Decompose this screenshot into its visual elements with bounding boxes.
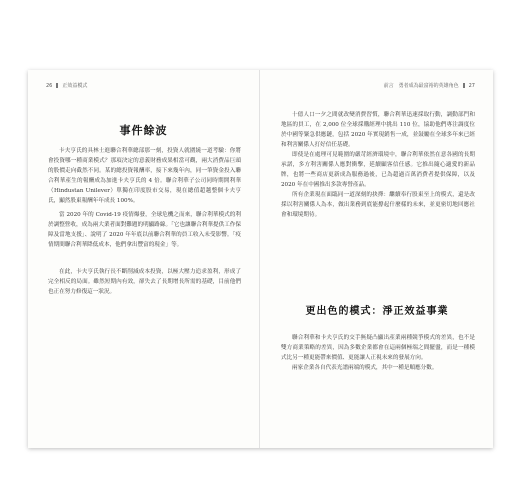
left-paragraph: 卡夫亨氏的具林士進聯合利華總部那一刻，投資人就圍繞一道考驗：你將會投資哪一種商業模式？那項決定的意義財務成果相當可觀，兩大消費品巨頭的股價走向截然不同。某的總投資報酬率，接下來幾年內，同一筆資金投入聯合利華產生的報酬成為加進卡夫亨氏的 4 倍。聯合利華子公司同時期開利華（Hindustan Unilever）單獨在印度股市交易，現在總值超越整個卡夫亨氏，顯然股東報酬年年成長 100%。 [48,148,241,204]
right-paragraph: 兩家企業各自代表光譜兩端的模式，其中一種是順應分數。 [292,365,438,371]
left-paragraph: 在此，卡夫亨氏執行長不斷削減成本投資，以極大壓力追求盈利，形成了完全相反的局面。雖然短期內有效，卻失去了長期增長所需的基礎，目前他們也正在努力修復這一狀況。 [48,269,241,295]
right-paragraph: 十億人口一夕之間就改變消費習慣，聯合利華迅速採取行動，調動部門和地區的員工，在 2,000 位全球採購經理中挑出 110 位，協助他們專注調度位於中國等緊急供應鏈，包括 2020 年實現銷售一成，並鼓勵在全球多年來已經和利害關係人打好信任基礎。 [281,112,475,148]
book-spread [28,70,493,448]
left-paragraph-2-block [48,210,241,250]
left-paragraph-1-block [48,146,241,206]
right-running-head [279,82,475,89]
right-running-title: 前言 勇者成為最富裕的英雄角色 [383,83,459,89]
left-running-head [46,82,241,89]
running-head-divider [463,83,465,88]
right-paragraph: 聯合利華和卡夫亨氏的交手無疑凸顯出產業兩種競爭模式的差異，也不是雙方商業策略的差異，因為多數企業都會在這兩個極端之間擺盪，而是一種模式比另一種更能帶來價值、更能讓人正視未來的發展方向。 [281,335,475,361]
right-paragraph: 所有企業現在面臨同一道深刻的抉擇：繼續奉行股東至上的模式，還是改採以利害關係人為本，做出業務到底能撐起什麼樣的未來，並更密切地回應社會和環境期待。 [281,192,475,218]
left-page-number: 26 [46,82,53,89]
running-head-divider [56,83,58,88]
left-page [28,70,260,448]
left-paragraph-3-block [48,267,241,297]
right-section-heading: 更出色的模式：淨正效益事業 [305,306,449,317]
right-top-text [281,110,475,220]
left-paragraph: 當 2020 年的 Covid-19 疫情爆發，全球危機之而來，聯合利華模式的利於調整營收，成為兩大業者面對難題的明顯路線。「它也讓聯合利華提供工作保障及當地支援」、說明了 2020 年年底以前聯合利華的員工收入未受影響。「疫情期間聯合利華降低成本，他們拿出豐富的現金」等。 [48,212,241,248]
left-section-heading: 事件餘波 [119,124,168,137]
right-page [261,70,493,448]
right-paragraph: 即使是在處理可見範圍的嚴苛經濟環境中，聯合利華依然在意各國的長期承諾，多方利害關係人應對衝擊，延續顧客信任感。它推出隨心適愛的新品牌，也將一些商店更新成為服務過後，已為超過百萬消費者提供保障，以及 2020 年在中國推出多款專營產品。 [281,152,475,188]
left-running-title: 正效益模式 [62,83,88,89]
right-page-number: 27 [468,82,475,89]
right-bottom-text [281,333,475,373]
